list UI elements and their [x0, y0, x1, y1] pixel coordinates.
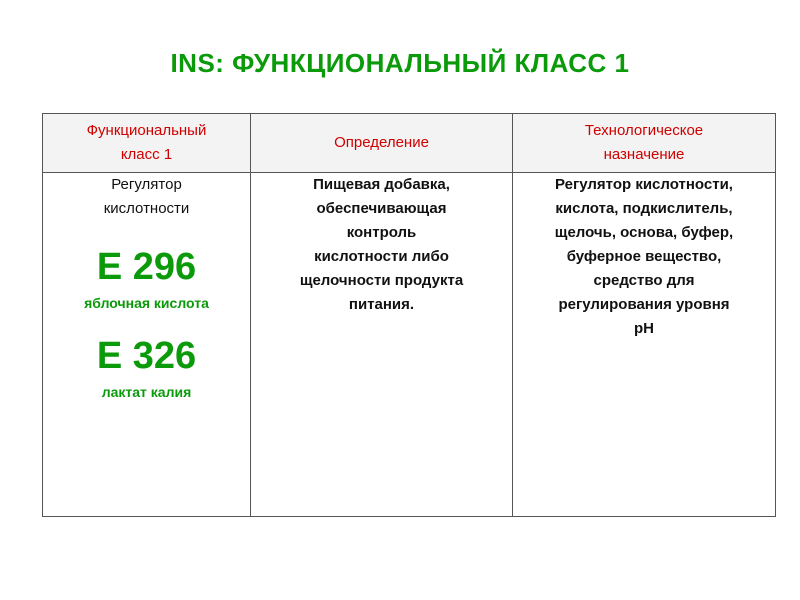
cell-technological-purpose — [513, 173, 776, 517]
definition-line: щелочности продукта — [299, 272, 464, 289]
header-definition — [251, 114, 513, 173]
definition-line: обеспечивающая — [316, 200, 447, 217]
cell-functional-class — [43, 173, 251, 517]
page-title: INS: ФУНКЦИОНАЛЬНЫЙ КЛАСС 1 — [170, 48, 630, 78]
header-text: назначение — [603, 146, 685, 163]
purpose-line: щелочь, основа, буфер, — [554, 224, 734, 241]
header-functional-class — [43, 114, 251, 173]
purpose-line: регулирования уровня — [558, 296, 730, 313]
definition-line: кислотности либо — [314, 248, 449, 265]
purpose-line: кислота, подкислитель, — [555, 200, 733, 217]
additive-name: лактат калия — [101, 384, 192, 400]
additive-name: яблочная кислота — [84, 295, 209, 311]
table-row — [43, 173, 776, 517]
purpose-line: буферное вещество, — [566, 248, 722, 265]
definition-line: питания. — [348, 296, 415, 313]
purpose-line: Регулятор кислотности, — [555, 176, 733, 193]
purpose-line: средство для — [593, 272, 695, 289]
definition-line: Пищевая добавка, — [313, 176, 450, 193]
class-name-line: кислотности — [103, 200, 190, 217]
header-text: класс 1 — [120, 146, 173, 163]
header-text: Функциональный — [86, 122, 207, 139]
table-header-row — [43, 114, 776, 173]
definition-line: контроль — [346, 224, 417, 241]
cell-definition — [251, 173, 513, 517]
class-name-line: Регулятор — [111, 176, 182, 193]
header-text: Определение — [334, 134, 429, 151]
purpose-line: рН — [634, 320, 654, 337]
additive-code: Е 326 — [96, 335, 197, 377]
header-text: Технологическое — [584, 122, 704, 139]
additive-code: Е 296 — [96, 246, 197, 288]
functional-class-table — [42, 113, 776, 517]
header-technological-purpose — [513, 114, 776, 173]
